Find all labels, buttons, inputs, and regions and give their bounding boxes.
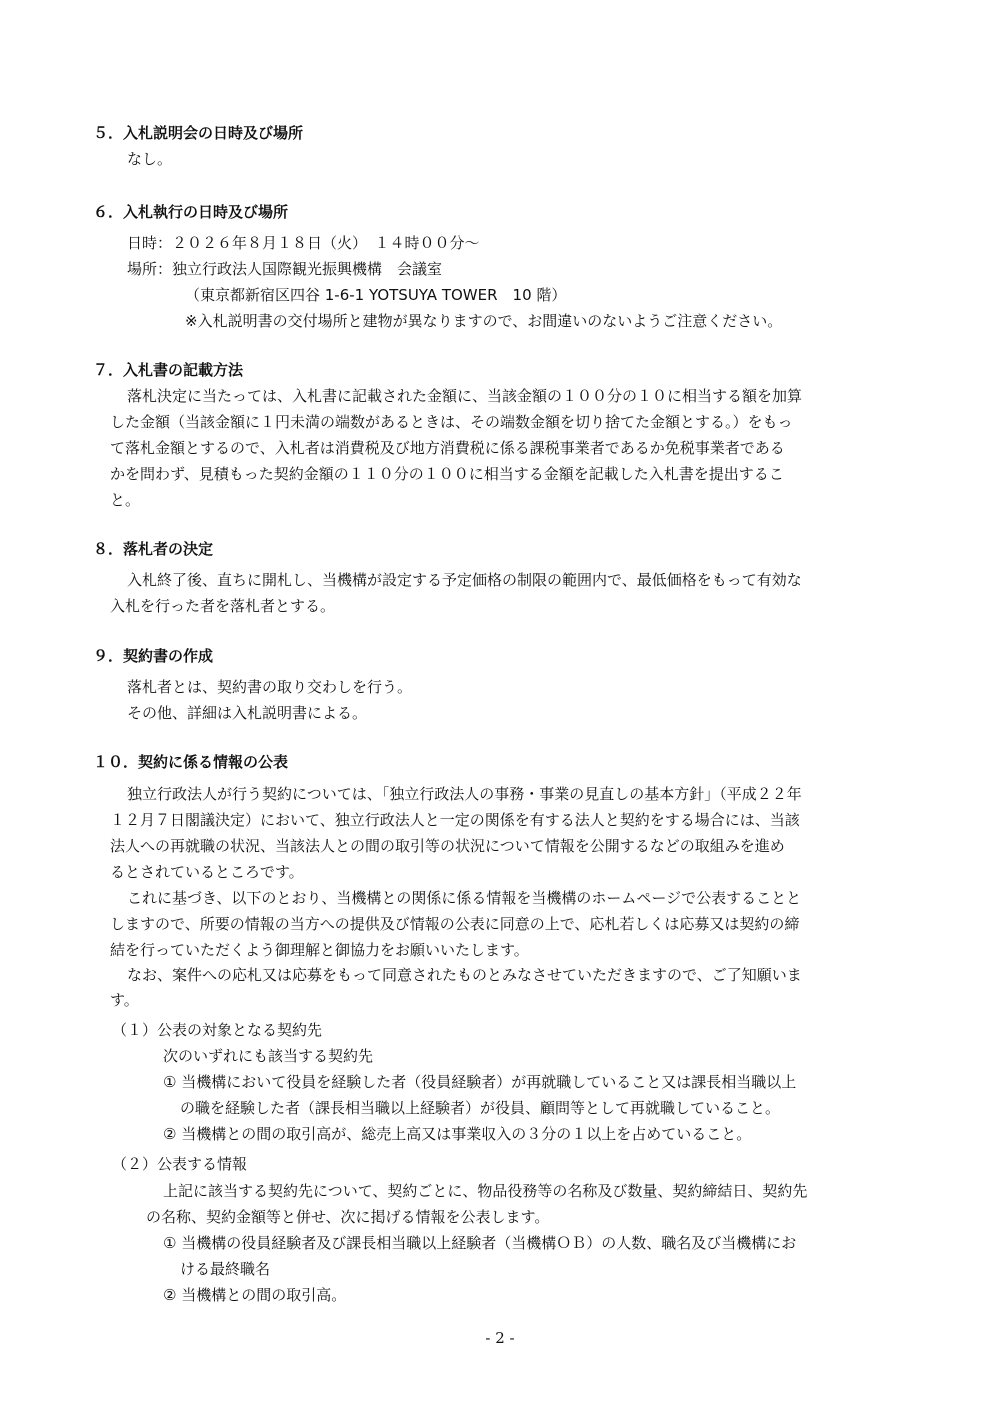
subsection-1-item-2: ② 当機構との間の取引高が、総売上高又は事業収入の３分の１以上を占めていること。 [163,1125,752,1143]
section-6-datetime: 日時：２０２６年８月１８日（火） １４時００分～ [127,234,480,252]
section-6-heading: ６．入札執行の日時及び場所 [93,203,289,221]
section-9-heading: ９．契約書の作成 [93,647,214,665]
section-7-line: と。 [110,491,141,509]
section-10-para1-line: 法人への再就職の状況、当該法人との間の取引等の状況について情報を公開するなどの取組みを進め [110,837,785,855]
section-10-heading: １０．契約に係る情報の公表 [93,753,289,771]
subsection-2-heading: （２）公表する情報 [112,1155,248,1173]
subsection-1-intro: 次のいずれにも該当する契約先 [163,1047,374,1065]
section-10-para1-line: １２月７日閣議決定）において、独立行政法人と一定の関係を有する法人と契約をする場合には、当該 [110,811,800,829]
section-8-line: 入札終了後、直ちに開札し、当機構が設定する予定価格の制限の範囲内で、最低価格をもって有効な [127,571,802,589]
section-8-heading: ８．落札者の決定 [93,540,214,558]
subsection-2-item-1-cont: ける最終職名 [180,1260,271,1278]
section-6-note: ※入札説明書の交付場所と建物が異なりますので、お間違いのないようご注意ください。 [185,312,783,330]
section-5-heading: ５．入札説明会の日時及び場所 [93,124,304,142]
subsection-2-intro: の名称、契約金額等と併せ、次に掲げる情報を公表します。 [146,1208,550,1226]
section-10-para3-line: なお、案件への応札又は応募をもって同意されたものとみなさせていただきますので、ご了知願いま [127,966,802,984]
section-7-line: て落札金額とするので、入札者は消費税及び地方消費税に係る課税事業者であるか免税事業者である [110,439,785,457]
section-10-para2-line: 結を行っていただくよう御理解と御協力をお願いいたします。 [110,941,529,959]
section-7-heading: ７．入札書の記載方法 [93,361,244,379]
section-9-line: 落札者とは、契約書の取り交わしを行う。 [127,678,413,696]
section-10-para3-line: す。 [110,991,139,1009]
page-number: - 2 - [485,1329,515,1347]
section-8-line: 入札を行った者を落札者とする。 [110,597,336,615]
section-10-para1-line: 独立行政法人が行う契約については、「独立行政法人の事務・事業の見直しの基本方針」（平成２２年 [127,785,802,803]
section-10-para2-line: これに基づき、以下のとおり、当機構との関係に係る情報を当機構のホームページで公表することと [127,889,802,907]
section-9-line: その他、詳細は入札説明書による。 [127,704,368,722]
section-10-para1-line: るとされているところです。 [110,863,304,881]
subsection-1-item-1-cont: の職を経験した者（課長相当職以上経験者）が役員、顧問等として再就職していること。 [180,1099,781,1117]
subsection-2-intro: 上記に該当する契約先について、契約ごとに、物品役務等の名称及び数量、契約締結日、契約先 [163,1182,808,1200]
subsection-1-item-1: ① 当機構において役員を経験した者（役員経験者）が再就職していること又は課長相当職以上 [163,1073,797,1091]
section-7-line: した金額（当該金額に１円未満の端数があるときは、その端数金額を切り捨てた金額とする。）をもっ [110,413,793,431]
section-6-place: 場所：独立行政法人国際観光振興機構 会議室 [127,260,443,278]
section-10-para2-line: しますので、所要の情報の当方への提供及び情報の公表に同意の上で、応札若しくは応募又は契約の締 [110,915,800,933]
subsection-1-heading: （１）公表の対象となる契約先 [112,1021,323,1039]
subsection-2-item-1: ① 当機構の役員経験者及び課長相当職以上経験者（当機構ＯＢ）の人数、職名及び当機構にお [163,1234,797,1252]
section-5-body: なし。 [127,150,173,168]
subsection-2-item-2: ② 当機構との間の取引高。 [163,1286,347,1304]
section-6-address: （東京都新宿区四谷 1-6-1 YOTSUYA TOWER 10 階） [185,286,567,304]
section-7-line: かを問わず、見積もった契約金額の１１０分の１００に相当する金額を記載した入札書を提出するこ [110,465,784,483]
section-7-line: 落札決定に当たっては、入札書に記載された金額に、当該金額の１００分の１０に相当する額を加算 [127,387,803,405]
